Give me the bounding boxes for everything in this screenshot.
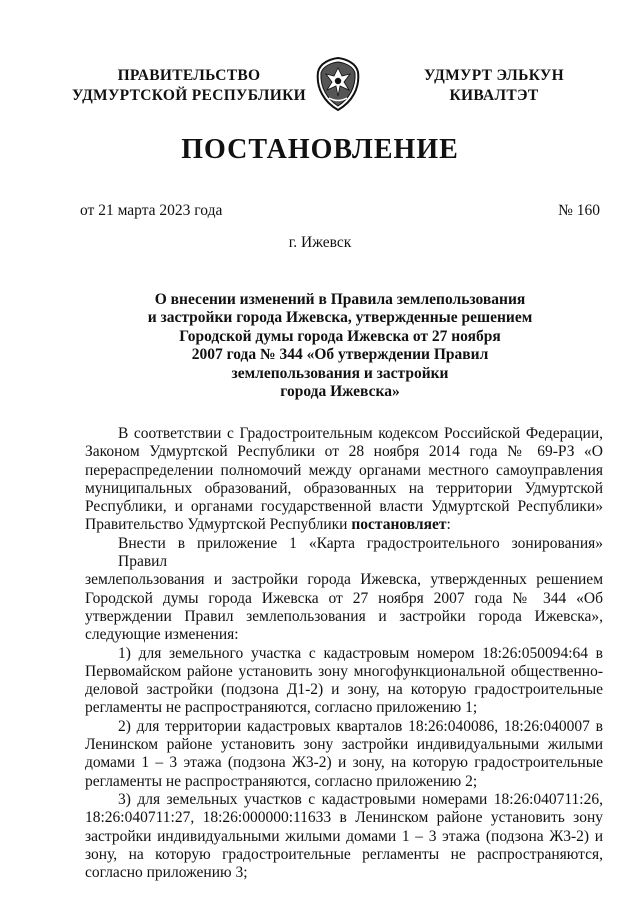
- item-line: согласно приложению 3;: [85, 864, 248, 882]
- item-line: Ленинском районе установить зону застройки индивидуальными жилыми: [85, 736, 603, 754]
- item-line: регламенты не распространяются, согласно приложению 1;: [85, 699, 478, 717]
- body-line: утверждении Правил землепользования и застройки города Ижевска»,: [85, 607, 603, 625]
- header-left-line-2: УДМУРТСКОЙ РЕСПУБЛИКИ: [71, 87, 306, 104]
- item-line: деловой застройки (подзона Д1-2) и зону, на которую градостроительные: [85, 681, 603, 699]
- item-line: Первомайском районе установить зону многофункциональной общественно-: [85, 662, 603, 680]
- item-line: регламенты не распространяются, согласно приложению 2;: [85, 772, 478, 790]
- item-line: 18:26:040711:27, 18:26:000000:11633 в Ленинском районе установить зону: [85, 809, 603, 827]
- item-line: 1) для земельного участка с кадастровым номером 18:26:050094:64 в: [118, 644, 603, 662]
- document-number: № 160: [558, 202, 600, 219]
- body-line: землепользования и застройки города Ижевска, утвержденных решением: [85, 571, 603, 589]
- body-text: :: [446, 516, 451, 534]
- body-line: В соответствии с Градостроительным кодексом Российской Федерации,: [118, 425, 603, 442]
- item-line: 2) для территории кадастровых кварталов 18:26:040086, 18:26:040007 в: [118, 717, 603, 735]
- header-right-block: [398, 66, 590, 106]
- item-line: застройки индивидуальными жилыми домами 1 – 3 этажа (подзона Ж3-2) и: [85, 827, 603, 845]
- body-line: Республики, и органами государственной власти Удмуртской Республики»: [85, 498, 603, 516]
- document-title: ПОСТАНОВЛЕНИЕ: [181, 134, 459, 165]
- body-text: Правительство Удмуртской Республики: [85, 516, 352, 534]
- header-left-block: [62, 66, 316, 106]
- subject-line: землепользования и застройки: [231, 364, 449, 382]
- header-right-line-1: УДМУРТ ЭЛЬКУН: [424, 67, 564, 84]
- body-line-last: [85, 516, 603, 534]
- header-right-line-2: КИВАЛТЭТ: [449, 87, 539, 104]
- document-subject: [110, 291, 570, 401]
- subject-line: 2007 года № 344 «Об утверждении Правил: [191, 346, 489, 364]
- header-left-line-1: ПРАВИТЕЛЬСТВО: [117, 67, 261, 84]
- document-city: г. Ижевск: [288, 234, 352, 251]
- body-line: перераспределении полномочий между органами местного самоуправления: [85, 461, 603, 479]
- document-body: [85, 425, 603, 882]
- subject-line: О внесении изменений в Правила землепользования: [154, 291, 526, 308]
- body-line: Городской думы города Ижевска от 27 ноября 2007 года № 344 «Об: [85, 589, 603, 607]
- body-line: Законом Удмуртской Республики от 28 ноября 2014 года № 69-РЗ «О: [85, 443, 603, 461]
- body-line: следующие изменения:: [85, 626, 239, 644]
- body-line: Внести в приложение 1 «Карта градостроительного зонирования» Правил: [118, 534, 603, 571]
- subject-line: города Ижевска»: [280, 383, 400, 401]
- body-line: муниципальных образований, образованных на территории Удмуртской: [85, 479, 603, 497]
- document-date: от 21 марта 2023 года: [80, 202, 223, 219]
- item-line: 3) для земельных участков с кадастровыми номерами 18:26:040711:26,: [118, 790, 603, 808]
- subject-line: и застройки города Ижевска, утвержденные решением: [147, 309, 533, 327]
- item-line: зону, на которую градостроительные регламенты не распространяются,: [85, 845, 603, 863]
- item-line: домами 1 – 3 этажа (подзона Ж3-2) и зону, на которую градостроительные: [85, 754, 603, 772]
- subject-line: Городской думы города Ижевска от 27 ноября: [179, 327, 501, 345]
- udmurtia-coat-of-arms-icon: [316, 56, 360, 112]
- body-text-bold: постановляет: [351, 516, 447, 534]
